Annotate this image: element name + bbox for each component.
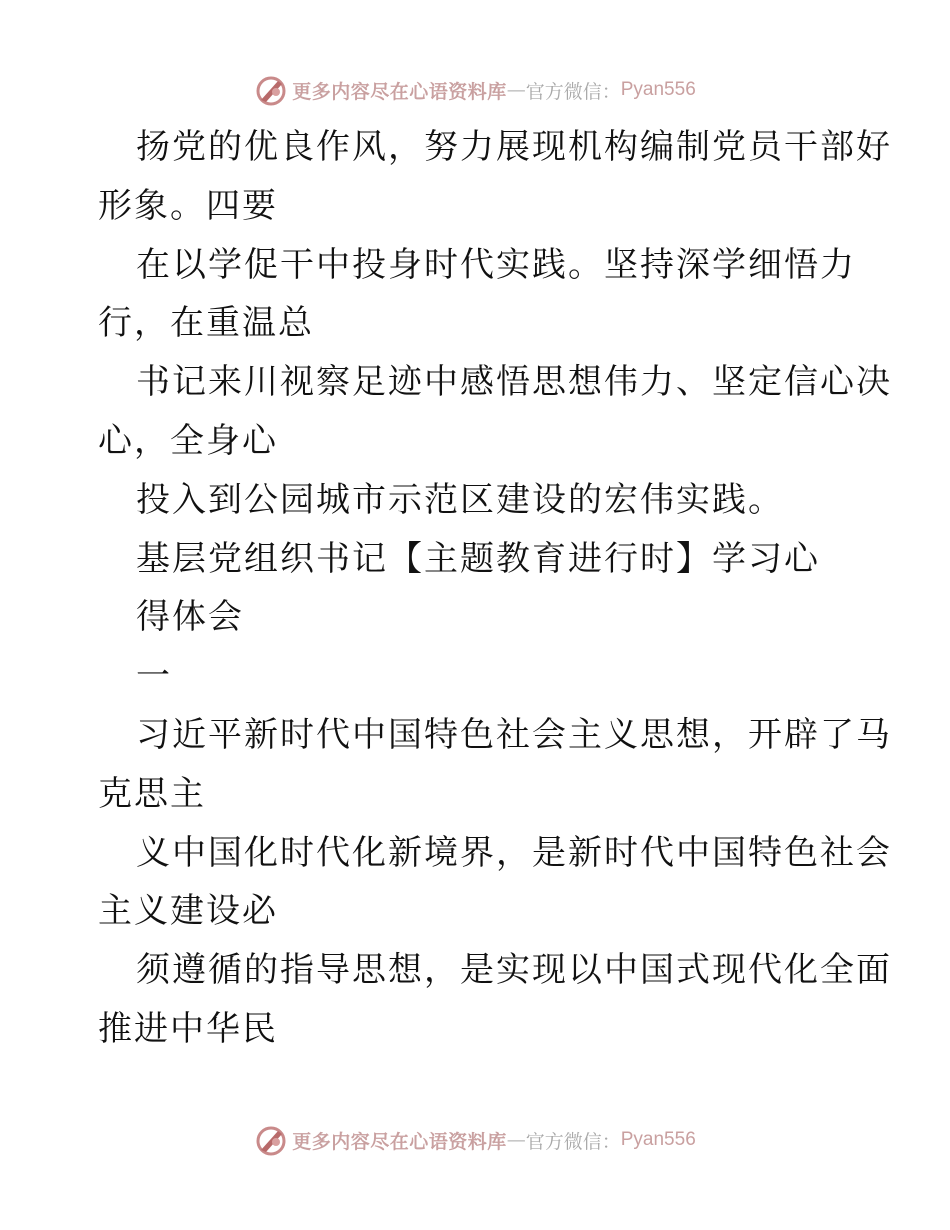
section-number: 一 [136,656,172,697]
banner-separator: — [506,79,526,101]
pen-logo-icon [254,1123,288,1157]
header-banner [0,70,950,110]
banner-site-text: 更多内容尽在心语资料库 [292,80,507,103]
text-line: 行，在重温总 [98,303,314,344]
banner-wechat-id: Pyan556 [620,1129,696,1150]
text-line: 推进中华民 [98,1008,278,1049]
document-body [98,118,892,1059]
text-line: 义中国化时代化新境界，是新时代中国特色社会 [136,832,892,873]
text-line: 主义建设必 [98,891,278,932]
text-line: 克思主 [98,773,206,814]
footer-banner [0,1120,950,1160]
banner-wechat-id: Pyan556 [620,79,696,100]
text-line: 在以学促干中投身时代实践。坚持深学细悟力 [136,244,856,285]
section-title-line: 得体会 [136,597,244,638]
text-line: 书记来川视察足迹中感悟思想伟力、坚定信心决 [136,362,892,403]
banner-separator: — [506,1129,526,1151]
banner-site-text: 更多内容尽在心语资料库 [292,1130,507,1153]
text-line: 投入到公园城市示范区建设的宏伟实践。 [136,479,784,520]
text-line: 心，全身心 [98,420,278,461]
section-title-line: 基层党组织书记【主题教育进行时】学习心 [136,538,820,579]
text-line: 习近平新时代中国特色社会主义思想，开辟了马 [136,714,892,755]
text-line: 形象。四要 [98,185,278,226]
text-line: 须遵循的指导思想，是实现以中国式现代化全面 [136,950,892,991]
banner-wechat-label: 官方微信： [525,80,621,103]
banner-wechat-label: 官方微信： [525,1130,621,1153]
pen-logo-icon [254,73,288,107]
text-line: 扬党的优良作风，努力展现机构编制党员干部好 [136,127,892,167]
